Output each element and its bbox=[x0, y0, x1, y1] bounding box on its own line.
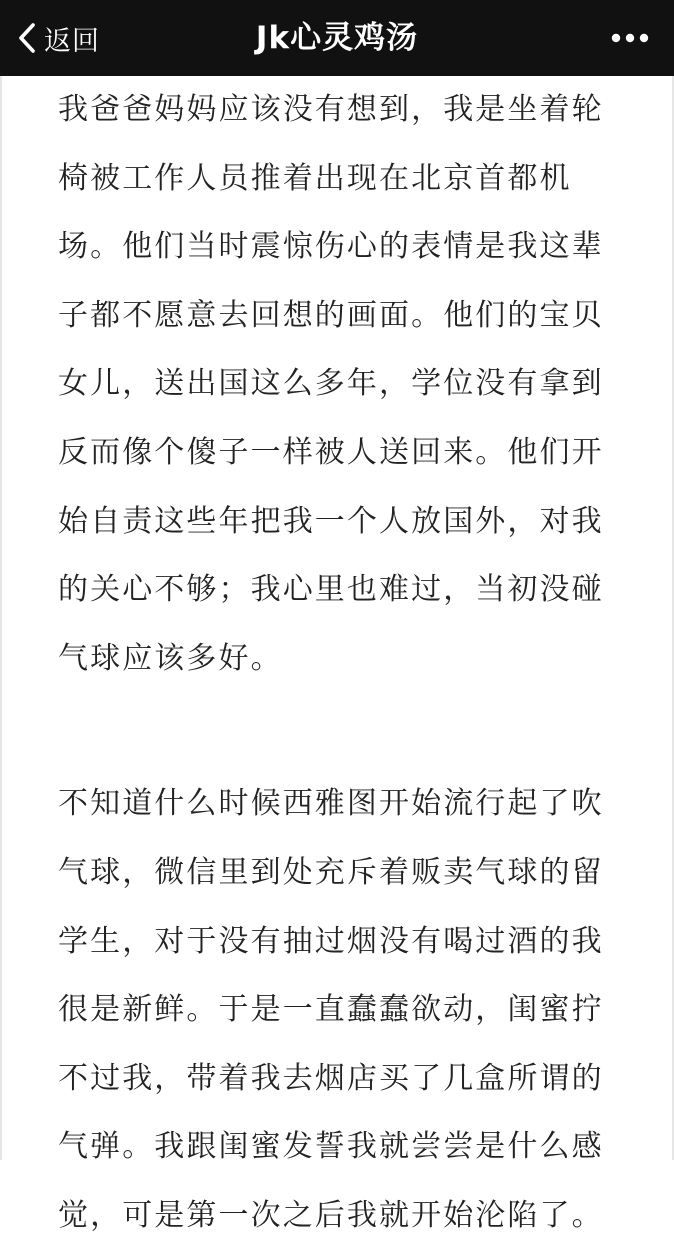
page-title: Jk心灵鸡汤 bbox=[255, 20, 419, 56]
back-label: 返回 bbox=[44, 25, 100, 57]
article-content bbox=[58, 76, 618, 1251]
left-edge-divider bbox=[0, 76, 2, 1160]
more-dots-icon[interactable] bbox=[608, 26, 652, 50]
article-paragraph-2: 不知道什么时候西雅图开始流行起了吹气球，微信里到处充斥着贩卖气球的留学生，对于没有抽过烟没有喝过酒的我很是新鲜。于是一直蠢蠢欲动，闺蜜拧不过我，带着我去烟店买了几盒所谓的气弹。我跟闺蜜发誓我就尝尝是什么感觉，可是第一次之后我就开始沦陷了。 bbox=[58, 786, 604, 1233]
article-paragraph-1: 我爸爸妈妈应该没有想到，我是坐着轮椅被工作人员推着出现在北京首都机场。他们当时震惊伤心的表情是我这辈子都不愿意去回想的画面。他们的宝贝女儿，送出国这么多年，学位没有拿到反而像个傻子一样被人送回来。他们开始自责这些年把我一个人放国外，对我的关心不够；我心里也难过，当初没碰气球应该多好。 bbox=[58, 92, 604, 676]
navigation-bar bbox=[0, 0, 674, 76]
